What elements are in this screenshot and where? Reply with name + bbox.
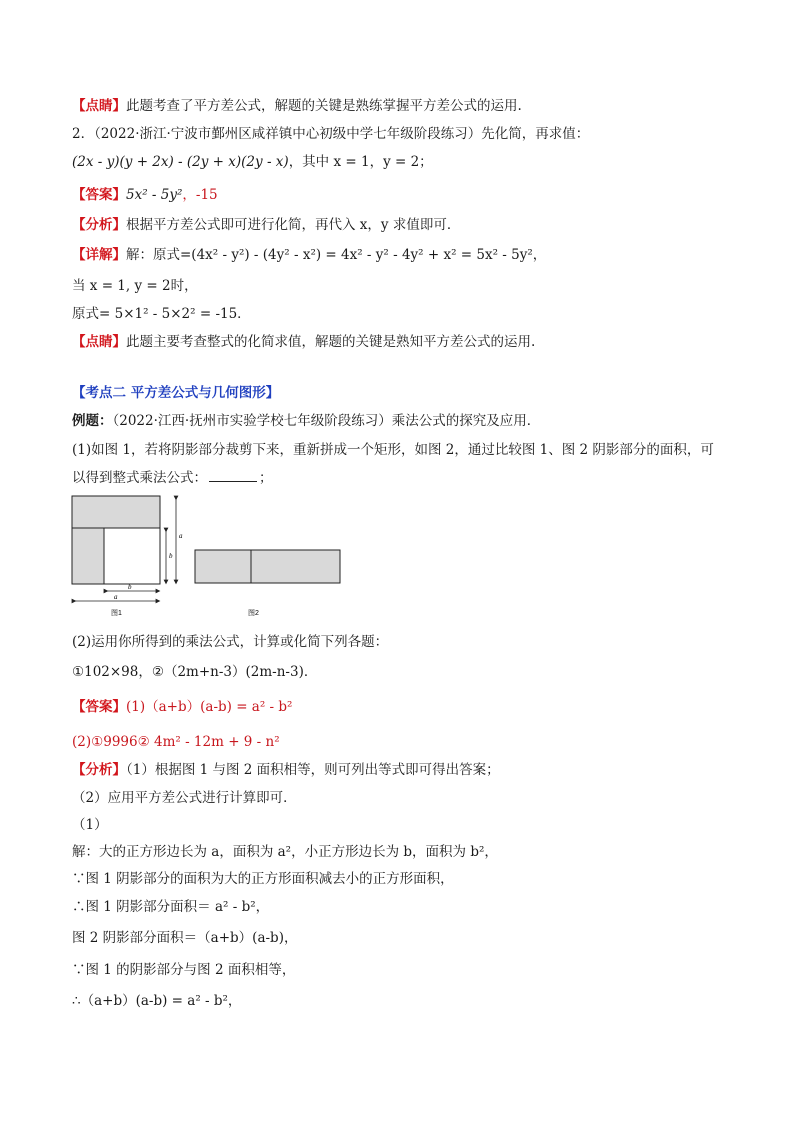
part-1-line-b bbox=[72, 468, 734, 488]
label-a: a bbox=[179, 532, 183, 540]
dianjing-1 bbox=[72, 96, 734, 116]
solution-1: 解：大的正方形边长为 a，面积为 a²，小正方形边长为 b，面积为 b²， bbox=[72, 844, 498, 860]
dianjing-text: 此题考查了平方差公式，解题的关键是熟练掌握平方差公式的运用. bbox=[126, 98, 522, 114]
figure-2-label: 图2 bbox=[248, 610, 259, 617]
solution-6: ∴（a+b）(a-b) = a² - b²， bbox=[72, 993, 242, 1009]
label-a: a bbox=[114, 593, 118, 601]
solution-2: ∵图 1 阴影部分的面积为大的正方形面积减去小的正方形面积， bbox=[72, 871, 454, 887]
figure-1-label: 图1 bbox=[111, 610, 122, 617]
solution-5: ∵图 1 的阴影部分与图 2 面积相等， bbox=[72, 962, 296, 978]
answer-blank bbox=[209, 469, 257, 482]
answer-expression: 5x² - 5y² bbox=[126, 187, 183, 203]
detail-line bbox=[72, 245, 734, 265]
question-2-expression bbox=[72, 152, 734, 172]
dianjing-tag: 【点睛】 bbox=[72, 98, 126, 114]
answer-1: (1)（a+b）(a-b) = a² - b² bbox=[126, 699, 293, 715]
example-text: （2022·江西·抚州市实验学校七年级阶段练习）乘法公式的探究及应用． bbox=[112, 413, 541, 429]
section-analysis-2: （2）应用平方差公式进行计算即可． bbox=[72, 790, 297, 806]
small-square bbox=[104, 528, 160, 584]
section-analysis-1 bbox=[72, 760, 734, 780]
analysis-line bbox=[72, 215, 734, 235]
expression: (2x - y)(y + 2x) - (2y + x)(2y - x) bbox=[72, 154, 289, 170]
label-b: b bbox=[169, 552, 173, 560]
result-line: 原式= 5×1² - 5×2² = -15． bbox=[72, 306, 251, 322]
detail-text: 解：原式=(4x² - y²) - (4y² - x²) = 4x² - y² - 4y² + x² = 5x² - 5y²， bbox=[126, 247, 547, 263]
part-2-line: (2)运用你所得到的乘法公式，计算或化简下列各题： bbox=[72, 634, 389, 650]
example-line bbox=[72, 411, 734, 431]
part-1-line-a: (1)如图 1，若将阴影部分裁剪下来，重新拼成一个矩形，如图 2，通过比较图 1、图 2 阴影部分的面积，可 bbox=[72, 442, 714, 458]
answer-tag: 【答案】 bbox=[72, 187, 126, 203]
part-1-end: ； bbox=[259, 470, 273, 486]
answer-value: ，-15 bbox=[182, 187, 218, 203]
label-b: b bbox=[128, 583, 132, 591]
solution-3: ∴图 1 阴影部分面积＝ a² - b²， bbox=[72, 899, 270, 915]
question-2-title: 2．（2022·浙江·宁波市鄞州区咸祥镇中心初级中学七年级阶段练习）先化简，再求值： bbox=[72, 126, 590, 142]
when-line: 当 x = 1, y = 2时， bbox=[72, 278, 198, 294]
analysis-text: 根据平方差公式即可进行化简，再代入 x，y 求值即可． bbox=[126, 217, 461, 233]
analysis-1: （1）根据图 1 与图 2 面积相等，则可列出等式即可得出答案； bbox=[126, 762, 500, 778]
section-title: 【考点二 平方差公式与几何图形】 bbox=[72, 385, 280, 401]
rectangle bbox=[195, 550, 340, 583]
dianjing-2 bbox=[72, 332, 734, 352]
example-label: 例题： bbox=[72, 413, 113, 429]
answer-line bbox=[72, 185, 734, 205]
condition: ，其中 x = 1，y = 2； bbox=[288, 154, 433, 170]
part-1-text: 以得到整式乘法公式： bbox=[72, 470, 207, 486]
figure-2 bbox=[190, 545, 350, 625]
solution-num: （1） bbox=[72, 817, 108, 833]
detail-tag: 【详解】 bbox=[72, 247, 126, 263]
dianjing-text: 此题主要考查整式的化简求值，解题的关键是熟知平方差公式的运用. bbox=[126, 334, 536, 350]
section-answer-1 bbox=[72, 697, 734, 717]
figure-1 bbox=[66, 490, 196, 620]
analysis-tag: 【分析】 bbox=[72, 217, 126, 233]
dianjing-tag: 【点睛】 bbox=[72, 334, 126, 350]
solution-4: 图 2 阴影部分面积＝（a+b）(a-b)， bbox=[72, 930, 298, 946]
section-answer-2: (2)①9996② 4m² - 12m + 9 - n² bbox=[72, 734, 280, 750]
answer-tag: 【答案】 bbox=[72, 699, 126, 715]
analysis-tag: 【分析】 bbox=[72, 762, 126, 778]
part-2-items: ①102×98，②（2m+n-3）(2m-n-3)． bbox=[72, 664, 318, 680]
